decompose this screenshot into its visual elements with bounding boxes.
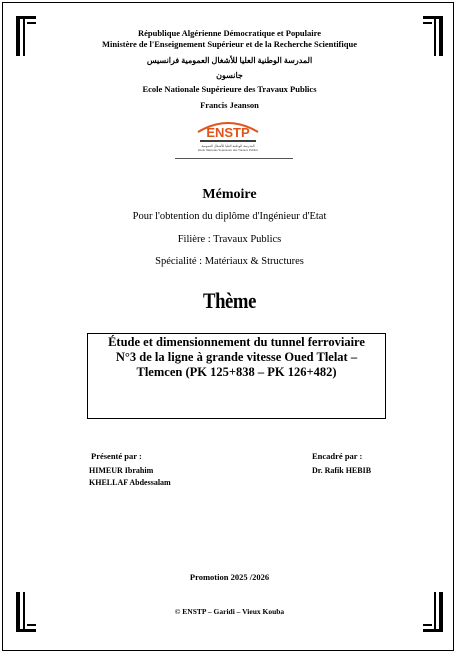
logo-underline <box>175 158 293 159</box>
theme-title: Étude et dimensionnement du tunnel ferroviaire N°3 de la ligne à grande vitesse Oued Tlelat – Tlemcen (PK 125+838 – PK 126+482) <box>108 335 365 379</box>
republic-line: République Algérienne Démocratique et Populaire <box>137 28 322 38</box>
supervisor-name: Dr. Rafik HEBIB <box>312 466 372 475</box>
document-specialty: Spécialité : Matériaux & Structures <box>155 256 304 267</box>
promotion-line: Promotion 2025 /2026 <box>189 572 270 582</box>
enstp-logo <box>190 118 266 152</box>
arabic-school-line: المدرسة الوطنية العليا للأشغال العمومية فرانسيس <box>146 56 313 65</box>
logo-arabic-caption: المدرسة الوطنية العليا للأشغال العمومية <box>201 144 255 148</box>
ministry-line: Ministère de l'Enseignement Supérieur et de la Recherche Scientifique <box>102 39 357 49</box>
supervisor-label: Encadré par : <box>312 451 363 461</box>
theme-box <box>87 333 386 419</box>
author-name-2: KHELLAF Abdessalam <box>89 478 171 487</box>
author-name-1: HIMEUR Ibrahim <box>89 466 154 475</box>
school-line: Ecole Nationale Supérieure des Travaux Publics <box>142 84 317 94</box>
arabic-name-line: جانسون <box>216 71 243 80</box>
document-type: Mémoire <box>202 187 257 202</box>
document-purpose: Pour l'obtention du diplôme d'Ingénieur d'Etat <box>132 211 327 222</box>
school-name-line: Francis Jeanson <box>200 100 259 110</box>
authors-label: Présenté par : <box>91 451 142 461</box>
copyright-line: © ENSTP – Garidi – Vieux Kouba <box>174 607 285 616</box>
logo-text: ENSTP <box>206 125 250 140</box>
logo-latin-caption: Ecole Nationale Supérieure des Travaux Publics <box>198 148 258 152</box>
theme-heading: Thème <box>203 288 256 313</box>
document-field: Filière : Travaux Publics <box>177 234 282 245</box>
